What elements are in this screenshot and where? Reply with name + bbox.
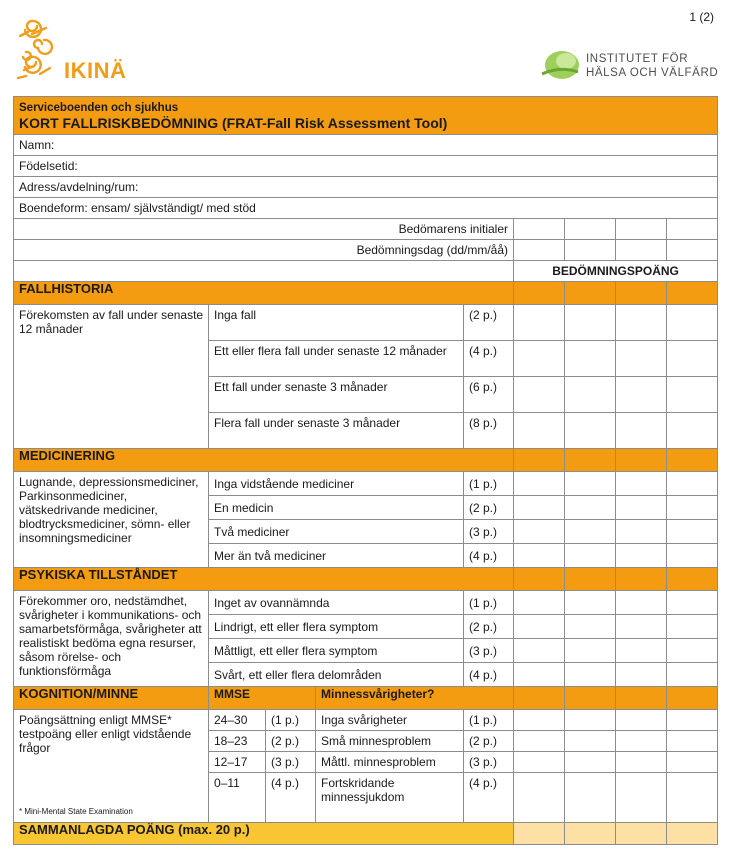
score-cell[interactable] <box>667 731 718 752</box>
score-cell[interactable] <box>667 544 718 568</box>
option-label: Svårt, ett eller flera delområden <box>209 663 464 687</box>
memory-header: Minnessvårigheter? <box>316 687 514 710</box>
option-label: Ett eller flera fall under senaste 12 månader <box>214 344 447 358</box>
score-cell[interactable] <box>667 496 718 520</box>
ikina-logo <box>12 14 127 89</box>
score-cell[interactable] <box>565 752 616 773</box>
score-cell[interactable] <box>565 544 616 568</box>
ikina-wordmark: IKINÄ <box>64 58 127 83</box>
score-cell[interactable] <box>514 496 565 520</box>
score-cell[interactable] <box>616 520 667 544</box>
option-points: (3 p.) <box>464 639 514 663</box>
score-cell[interactable] <box>565 413 616 449</box>
score-cell[interactable] <box>616 710 667 731</box>
section-title: FALLHISTORIA <box>14 282 514 305</box>
score-cell[interactable] <box>565 472 616 496</box>
date-label: Bedömningsdag (dd/mm/åå) <box>14 240 514 261</box>
option-label: En medicin <box>209 496 464 520</box>
score-cell[interactable] <box>667 752 718 773</box>
score-cell[interactable] <box>667 663 718 687</box>
score-cell[interactable] <box>616 240 667 261</box>
option-points: (4 p.) <box>469 344 498 358</box>
initials-label: Bedömarens initialer <box>14 219 514 240</box>
option-points: (2 p.) <box>464 496 514 520</box>
mmse-header: MMSE <box>209 687 316 710</box>
score-cell[interactable] <box>565 615 616 639</box>
option-points: (4 p.) <box>469 776 498 790</box>
thl-line-1: INSTITUTET FÖR <box>586 53 689 65</box>
birth-field[interactable]: Födelsetid: <box>14 156 718 177</box>
score-cell[interactable] <box>565 377 616 413</box>
total-cell[interactable] <box>565 823 616 845</box>
score-cell[interactable] <box>514 710 565 731</box>
score-cell[interactable] <box>565 710 616 731</box>
mmse-points: (3 p.) <box>266 752 316 773</box>
option-points: (1 p.) <box>464 710 514 731</box>
option-points: (2 p.) <box>464 731 514 752</box>
total-row <box>14 823 718 845</box>
option-row[interactable] <box>14 472 718 496</box>
score-cell[interactable] <box>565 773 616 823</box>
form-header-row <box>14 97 718 135</box>
section-psychological <box>14 568 718 591</box>
score-cell[interactable] <box>616 377 667 413</box>
score-cell[interactable] <box>565 305 616 341</box>
score-cell[interactable] <box>616 413 667 449</box>
total-cell[interactable] <box>667 823 718 845</box>
score-cell[interactable] <box>616 615 667 639</box>
option-label: Ett fall under senaste 3 månader <box>214 380 388 394</box>
score-cell[interactable] <box>667 377 718 413</box>
address-field[interactable]: Adress/avdelning/rum: <box>14 177 718 198</box>
spiral-logo-icon <box>12 14 62 84</box>
score-cell[interactable] <box>667 240 718 261</box>
total-cell[interactable] <box>514 823 565 845</box>
score-cell[interactable] <box>616 731 667 752</box>
score-cell[interactable] <box>514 752 565 773</box>
score-cell[interactable] <box>565 520 616 544</box>
score-cell[interactable] <box>616 219 667 240</box>
score-cell[interactable] <box>565 731 616 752</box>
section-title: PSYKISKA TILLSTÅNDET <box>14 568 514 591</box>
mmse-points: (4 p.) <box>271 776 300 790</box>
memory-label: Fortskridande minnessjukdom <box>321 776 405 804</box>
score-cell[interactable] <box>667 413 718 449</box>
score-cell[interactable] <box>616 639 667 663</box>
score-cell[interactable] <box>514 520 565 544</box>
score-cell[interactable] <box>616 341 667 377</box>
option-points: (2 p.) <box>469 308 498 322</box>
score-cell[interactable] <box>616 752 667 773</box>
thl-line-2: HÄLSA OCH VÄLFÄRD <box>586 67 719 79</box>
mmse-range: 12–17 <box>209 752 266 773</box>
mmse-range: 0–11 <box>214 776 240 790</box>
option-label: Två mediciner <box>209 520 464 544</box>
score-cell[interactable] <box>616 591 667 615</box>
score-cell[interactable] <box>565 219 616 240</box>
score-cell[interactable] <box>514 240 565 261</box>
score-cell[interactable] <box>514 615 565 639</box>
living-field[interactable]: Boendeform: ensam/ självständigt/ med stöd <box>14 198 718 219</box>
score-cell[interactable] <box>565 639 616 663</box>
option-label: Måttligt, ett eller flera symptom <box>209 639 464 663</box>
score-cell[interactable] <box>514 377 565 413</box>
score-cell[interactable] <box>514 413 565 449</box>
date-row <box>14 240 718 261</box>
option-points: (4 p.) <box>464 544 514 568</box>
score-cell[interactable] <box>667 472 718 496</box>
option-label: Inga vidstående mediciner <box>209 472 464 496</box>
option-points: (1 p.) <box>464 472 514 496</box>
section-title: MEDICINERING <box>14 449 514 472</box>
score-cell[interactable] <box>667 520 718 544</box>
score-cell[interactable] <box>616 544 667 568</box>
score-cell[interactable] <box>514 219 565 240</box>
score-cell[interactable] <box>616 472 667 496</box>
option-row[interactable] <box>14 305 718 341</box>
score-cell[interactable] <box>514 731 565 752</box>
page-number: 1 (2) <box>689 10 714 24</box>
score-cell[interactable] <box>667 773 718 823</box>
score-cell[interactable] <box>616 305 667 341</box>
option-points: (3 p.) <box>464 752 514 773</box>
score-cell[interactable] <box>514 639 565 663</box>
living-row[interactable] <box>14 198 718 219</box>
option-points: (3 p.) <box>464 520 514 544</box>
option-points: (1 p.) <box>464 591 514 615</box>
score-cell[interactable] <box>616 663 667 687</box>
option-points: (6 p.) <box>469 380 498 394</box>
mmse-range: 24–30 <box>209 710 266 731</box>
section-description: Förekomsten av fall under senaste 12 månader <box>19 308 204 336</box>
section-title: KOGNITION/MINNE <box>14 687 209 710</box>
section-medication <box>14 449 718 472</box>
score-cell[interactable] <box>667 341 718 377</box>
section-fall-history <box>14 282 718 305</box>
score-cell[interactable] <box>565 663 616 687</box>
score-cell[interactable] <box>667 219 718 240</box>
total-cell[interactable] <box>616 823 667 845</box>
section-description: Poängsättning enligt MMSE* testpoäng eller enligt vidstående frågor <box>19 713 192 755</box>
mmse-range: 18–23 <box>209 731 266 752</box>
form-title: KORT FALLRISKBEDÖMNING (FRAT-Fall Risk Assessment Tool) <box>19 115 448 131</box>
name-row[interactable] <box>14 135 718 156</box>
score-cell[interactable] <box>565 240 616 261</box>
option-row[interactable] <box>14 710 718 731</box>
option-row[interactable] <box>14 591 718 615</box>
score-cell[interactable] <box>616 773 667 823</box>
score-cell[interactable] <box>514 773 565 823</box>
option-label: Flera fall under senaste 3 månader <box>214 416 401 430</box>
address-row[interactable] <box>14 177 718 198</box>
score-cell[interactable] <box>667 615 718 639</box>
birth-row[interactable] <box>14 156 718 177</box>
score-cell[interactable] <box>514 472 565 496</box>
option-label: Inga fall <box>214 308 257 322</box>
mmse-footnote: * Mini-Mental State Examination <box>19 807 133 816</box>
mmse-points: (2 p.) <box>266 731 316 752</box>
score-cell[interactable] <box>667 710 718 731</box>
score-cell[interactable] <box>667 639 718 663</box>
option-label: Inget av ovannämnda <box>209 591 464 615</box>
option-points: (2 p.) <box>464 615 514 639</box>
frat-form-table <box>13 96 718 845</box>
option-label: Mer än två mediciner <box>209 544 464 568</box>
score-cell[interactable] <box>565 591 616 615</box>
initials-row <box>14 219 718 240</box>
section-description: Förekommer oro, nedstämdhet, svårigheter i kommunikations- och samarbetsförmåga, svårigheter att realistiskt bedöma egna resurser, såsom rörelse- och funktionsförmåga <box>19 594 202 678</box>
mmse-points: (1 p.) <box>266 710 316 731</box>
score-cell[interactable] <box>565 341 616 377</box>
score-cell[interactable] <box>514 663 565 687</box>
option-label: Lindrigt, ett eller flera symptom <box>209 615 464 639</box>
score-cell[interactable] <box>514 544 565 568</box>
thl-globe-icon <box>540 48 580 82</box>
score-cell[interactable] <box>514 341 565 377</box>
score-cell[interactable] <box>514 591 565 615</box>
memory-label: Inga svårigheter <box>316 710 464 731</box>
score-cell[interactable] <box>514 305 565 341</box>
option-points: (8 p.) <box>469 416 498 430</box>
score-header-row <box>14 261 718 282</box>
name-field[interactable]: Namn: <box>14 135 718 156</box>
score-header: BEDÖMNINGSPOÄNG <box>514 261 718 282</box>
score-cell[interactable] <box>667 305 718 341</box>
memory-label: Måttl. minnesproblem <box>316 752 464 773</box>
thl-logo <box>540 48 719 87</box>
score-cell[interactable] <box>667 591 718 615</box>
score-cell[interactable] <box>565 496 616 520</box>
memory-label: Små minnesproblem <box>316 731 464 752</box>
option-points: (4 p.) <box>464 663 514 687</box>
section-description: Lugnande, depressionsmediciner, Parkinsonmediciner, vätskedrivande mediciner, blodtrycksmediciner, sömn- eller insomningsmediciner <box>19 475 199 545</box>
form-subtitle: Serviceboenden och sjukhus <box>19 102 179 114</box>
score-cell[interactable] <box>616 496 667 520</box>
section-cognition <box>14 687 718 710</box>
total-label: SAMMANLAGDA POÄNG (max. 20 p.) <box>14 823 514 845</box>
